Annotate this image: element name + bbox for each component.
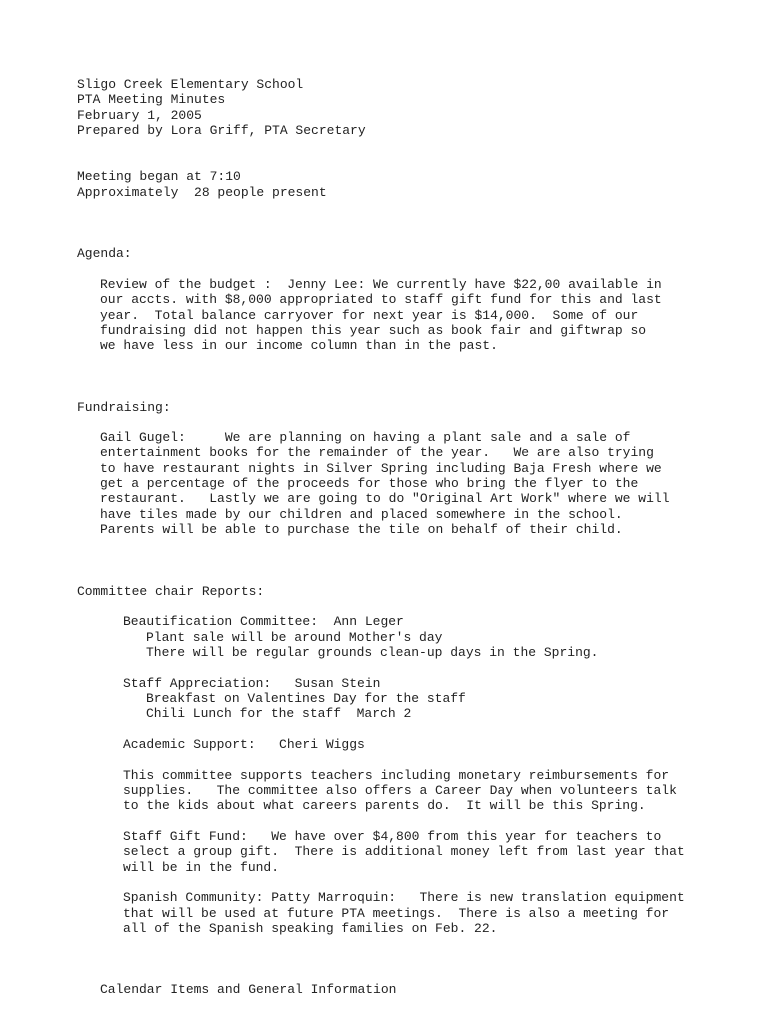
- staff-appreciation-title: Staff Appreciation: Susan Stein: [123, 676, 381, 691]
- beautification-committee-title: Beautification Committee: Ann Leger: [123, 614, 404, 629]
- spanish-community-line: all of the Spanish speaking families on Feb. 22.: [123, 921, 498, 936]
- fundraising-line: to have restaurant nights in Silver Spring including Baja Fresh where we: [100, 461, 662, 476]
- document-title: PTA Meeting Minutes: [77, 92, 226, 107]
- fundraising-line: Gail Gugel: We are planning on having a plant sale and a sale of: [100, 430, 631, 445]
- fundraising-line: restaurant. Lastly we are going to do "Original Art Work" where we will: [100, 491, 670, 506]
- agenda-line: our accts. with $8,000 appropriated to staff gift fund for this and last: [100, 292, 662, 307]
- beautification-item: Plant sale will be around Mother's day: [146, 630, 443, 645]
- academic-support-line: supplies. The committee also offers a Career Day when volunteers talk: [123, 783, 677, 798]
- agenda-line: Review of the budget : Jenny Lee: We currently have $22,00 available in: [100, 277, 662, 292]
- spanish-community-line: Spanish Community: Patty Marroquin: There is new translation equipment: [123, 890, 685, 905]
- attendance-count: Approximately 28 people present: [77, 185, 327, 200]
- fundraising-line: Parents will be able to purchase the tile on behalf of their child.: [100, 522, 623, 537]
- agenda-line: year. Total balance carryover for next year is $14,000. Some of our: [100, 308, 639, 323]
- agenda-line: fundraising did not happen this year such as book fair and giftwrap so: [100, 323, 647, 338]
- academic-support-line: This committee supports teachers including monetary reimbursements for: [123, 768, 670, 783]
- beautification-item: There will be regular grounds clean-up days in the Spring.: [146, 645, 599, 660]
- staff-gift-fund-line: Staff Gift Fund: We have over $4,800 from this year for teachers to: [123, 829, 662, 844]
- fundraising-line: have tiles made by our children and placed somewhere in the school.: [100, 507, 623, 522]
- staff-appreciation-item: Chili Lunch for the staff March 2: [146, 706, 412, 721]
- staff-appreciation-item: Breakfast on Valentines Day for the staff: [146, 691, 466, 706]
- agenda-heading: Agenda:: [77, 246, 132, 261]
- spanish-community-line: that will be used at future PTA meetings. There is also a meeting for: [123, 906, 670, 921]
- fundraising-line: get a percentage of the proceeds for those who bring the flyer to the: [100, 476, 639, 491]
- agenda-line: we have less in our income column than in the past.: [100, 338, 498, 353]
- fundraising-line: entertainment books for the remainder of the year. We are also trying: [100, 445, 654, 460]
- academic-support-line: to the kids about what careers parents do. It will be this Spring.: [123, 798, 646, 813]
- fundraising-heading: Fundraising:: [77, 400, 171, 415]
- meeting-date: February 1, 2005: [77, 108, 202, 123]
- school-name: Sligo Creek Elementary School: [77, 77, 304, 92]
- meeting-start-time: Meeting began at 7:10: [77, 169, 241, 184]
- prepared-by: Prepared by Lora Griff, PTA Secretary: [77, 123, 366, 138]
- academic-support-title: Academic Support: Cheri Wiggs: [123, 737, 365, 752]
- staff-gift-fund-line: will be in the fund.: [123, 860, 280, 875]
- staff-gift-fund-line: select a group gift. There is additional money left from last year that: [123, 844, 685, 859]
- calendar-heading: Calendar Items and General Information: [100, 982, 397, 997]
- committee-reports-heading: Committee chair Reports:: [77, 584, 265, 599]
